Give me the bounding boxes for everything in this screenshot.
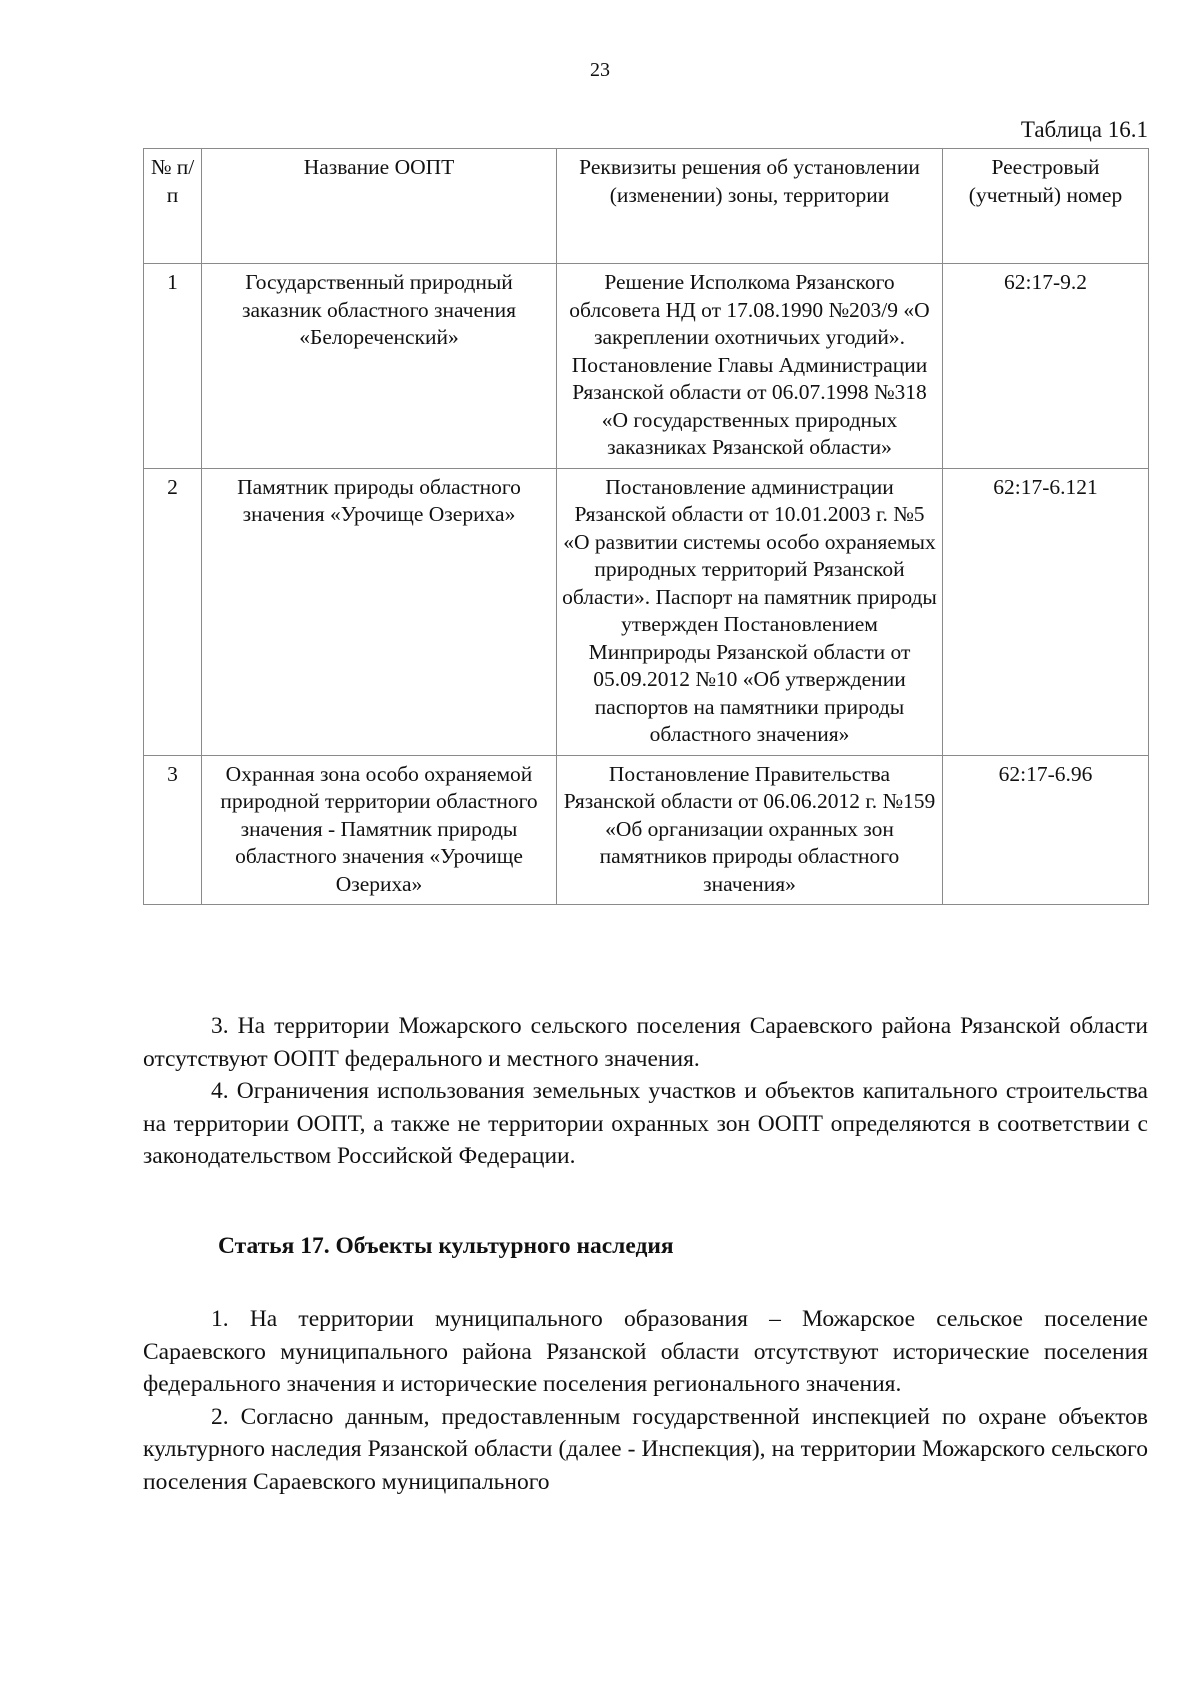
- cell-name: Охранная зона особо охраняемой природной территории областного значения - Памятник природы областного значения «Урочище Озериха»: [202, 755, 557, 905]
- table-caption: Таблица 16.1: [1020, 117, 1148, 142]
- header-number: № п/п: [144, 149, 202, 264]
- header-name: Название ООПТ: [202, 149, 557, 264]
- header-registry: Реестровый (учетный) номер: [943, 149, 1149, 264]
- article-heading: Статья 17. Объекты культурного наследия: [218, 1233, 674, 1259]
- table-row: [144, 755, 1149, 905]
- post-table-text: [143, 1010, 1148, 1173]
- table-header-row: [144, 149, 1149, 264]
- paragraph: 2. Согласно данным, предоставленным государственной инспекцией по охране объектов культурного наследия Рязанской области (далее - Инспекция), на территории Можарского сельского поселения Сараевского муниципального: [143, 1403, 1148, 1495]
- table-row: [144, 264, 1149, 469]
- article-body: [143, 1303, 1148, 1498]
- cell-decision: Решение Исполкома Рязанского облсовета НД от 17.08.1990 №203/9 «О закреплении охотничьих угодий». Постановление Главы Администрации Рязанской области от 06.07.1998 №318 «О государственных природных заказниках Рязанской области»: [557, 264, 943, 469]
- cell-number: 3: [144, 755, 202, 905]
- page-number: 23: [590, 59, 610, 81]
- oopt-table: [143, 148, 1149, 905]
- cell-name: Памятник природы областного значения «Урочище Озериха»: [202, 468, 557, 755]
- paragraph: 4. Ограничения использования земельных участков и объектов капитального строительства на территории ООПТ, а также не территории охранных зон ООПТ определяются в соответствии с законодательством Российской Федерации.: [143, 1078, 1148, 1169]
- cell-decision: Постановление администрации Рязанской области от 10.01.2003 г. №5 «О развитии системы особо охраняемых природных территорий Рязанской области». Паспорт на памятник природы утвержден Постановлением Минприроды Рязанской области от 05.09.2012 №10 «Об утверждении паспортов на памятники природы областного значения»: [557, 468, 943, 755]
- header-decision: Реквизиты решения об установлении (изменении) зоны, территории: [557, 149, 943, 264]
- cell-name: Государственный природный заказник областного значения «Белореченский»: [202, 264, 557, 469]
- table-row: [144, 468, 1149, 755]
- article-section: [143, 1230, 1148, 1262]
- paragraph: 1. На территории муниципального образования – Можарское сельское поселение Сараевского муниципального района Рязанской области отсутствуют исторические поселения федерального значения и исторические поселения регионального значения.: [143, 1306, 1148, 1397]
- cell-number: 2: [144, 468, 202, 755]
- cell-registry: 62:17-9.2: [943, 264, 1149, 469]
- cell-registry: 62:17-6.96: [943, 755, 1149, 905]
- cell-registry: 62:17-6.121: [943, 468, 1149, 755]
- cell-number: 1: [144, 264, 202, 469]
- cell-decision: Постановление Правительства Рязанской области от 06.06.2012 г. №159 «Об организации охранных зон памятников природы областного значения»: [557, 755, 943, 905]
- paragraph: 3. На территории Можарского сельского поселения Сараевского района Рязанской области отсутствуют ООПТ федерального и местного значения.: [143, 1013, 1148, 1072]
